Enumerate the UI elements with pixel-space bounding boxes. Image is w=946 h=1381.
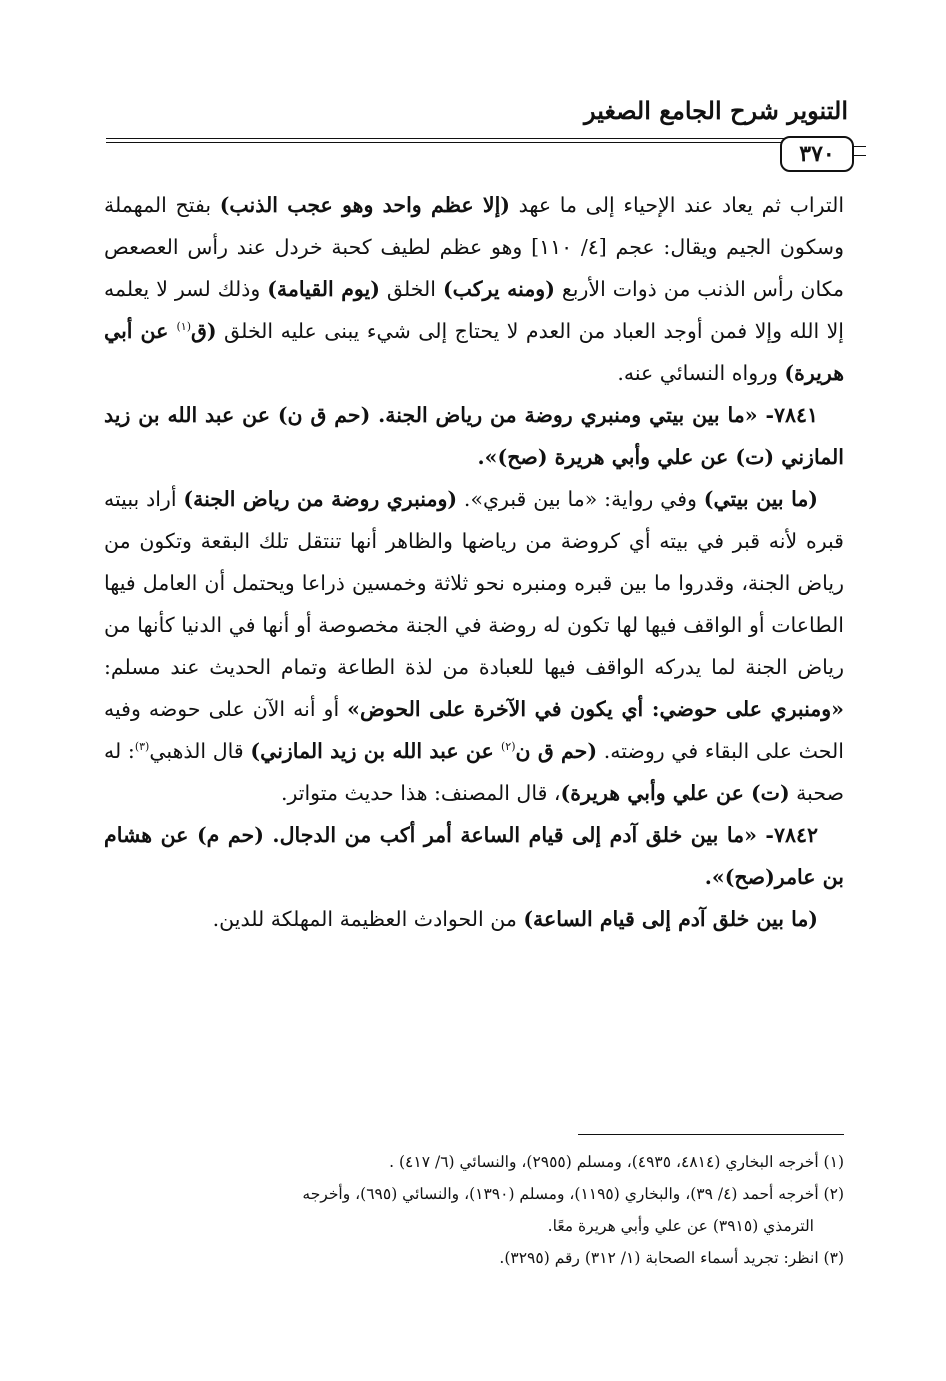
main-text xyxy=(104,184,844,940)
commentary-paragraph: (ما بين بيتي) وفي رواية: «ما بين قبري». (ومنبري روضة من رياض الجنة) أراد ببيته قبره لأنه قبر في بيته أي كروضة من رياضها والظاهر أنها تنتقل تلك البقعة وتكون من رياض الجنة، وقدروا ما بين قبره ومنبره نحو ثلاثة وخمسين ذراعا ويحتمل أن العامل فيها الطاعات أو الواقف فيها لها تكون له روضة في الجنة مخصوصة أو أنها في الدنيا كأنها من رياض الجنة لما يدركه الواقف فيها للعبادة من لذة الطاعة وتمام الحديث عند مسلم: «ومنبري على حوضي: أي يكون في الآخرة على الحوض» أو أنه الآن على حوضه وفيه الحث على البقاء في روضته. (حم ق ن$^{(٢)}$ عن عبد الله بن زيد المازني) قال الذهبي$^{(٣)}$: له صحبة (ت) عن علي وأبي هريرة)، قال المصنف: هذا حديث متواتر. xyxy=(104,487,844,805)
footnote-2: (٢) أخرجه أحمد (٤/ ٣٩)، والبخاري (١١٩٥)، ومسلم (١٣٩٠)، والنسائي (٦٩٥)، وأخرجه xyxy=(302,1185,844,1203)
footnote-3: (٣) انظر: تجريد أسماء الصحابة (١/ ٣١٢) رقم (٣٢٩٥). xyxy=(499,1249,844,1267)
commentary-paragraph: (ما بين خلق آدم إلى قيام الساعة) من الحوادث العظيمة المهلكة للدين. xyxy=(212,907,818,931)
hadith-7841: ٧٨٤١- «ما بين بيتي ومنبري روضة من رياض الجنة. (حم ق ن) عن عبد الله بن زيد المازني (ت) عن علي وأبي هريرة (صح)». xyxy=(104,403,844,469)
commentary-paragraph: التراب ثم يعاد عند الإحياء إلى ما عهد (إلا عظم واحد وهو عجب الذنب) بفتح المهملة وسكون الجيم ويقال: عجم [٤/ ١١٠] وهو عظم لطيف كحبة خردل عند رأس العصعص مكان رأس الذنب من ذوات الأربع (ومنه يركب) الخلق (يوم القيامة) وذلك لسر لا يعلمه إلا الله وإلا فمن أوجد العباد من العدم لا يحتاج إلى شيء يبنى عليه الخلق (ق$^{(١)}$ عن أبي هريرة) ورواه النسائي عنه. xyxy=(104,193,845,385)
hadith-7842: ٧٨٤٢- «ما بين خلق آدم إلى قيام الساعة أمر أكب من الدجال. (حم م) عن هشام بن عامر(صح)». xyxy=(104,823,844,889)
header-rule xyxy=(106,142,840,143)
running-title: التنوير شرح الجامع الصغير xyxy=(584,96,848,125)
footnote-ref[interactable]: (٣) xyxy=(134,740,150,754)
footnote-1: (١) أخرجه البخاري (٤٨١٤، ٤٩٣٥)، ومسلم (٢٩٥٥)، والنسائي (٦/ ٤١٧) . xyxy=(389,1153,844,1171)
footnotes xyxy=(104,1146,844,1274)
footnote-2-continued: الترمذي (٣٩١٥) عن علي وأبي هريرة معًا. xyxy=(547,1217,814,1235)
footnote-separator xyxy=(578,1134,844,1135)
page-number: ٣٧٠ xyxy=(780,136,854,172)
footnote-ref[interactable]: (١) xyxy=(176,320,191,334)
header-rule xyxy=(106,138,840,139)
footnote-ref[interactable]: (٢) xyxy=(500,740,516,754)
page-number-ornament xyxy=(854,146,866,156)
